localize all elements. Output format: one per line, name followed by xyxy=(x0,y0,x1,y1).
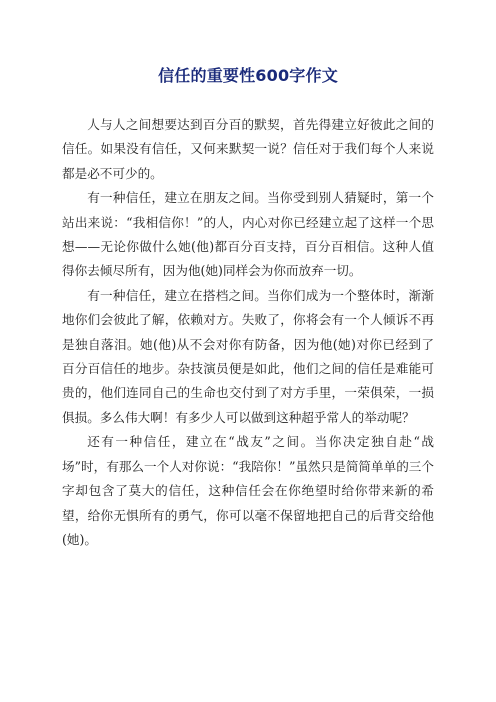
paragraph: 人与人之间想要达到百分百的默契，首先得建立好彼此之间的信任。如果没有信任，又何来默契一说？信任对于我们每个人来说都是必不可少的。 xyxy=(62,117,434,181)
paragraph: 有一种信任，建立在搭档之间。当你们成为一个整体时，渐渐地你们会彼此了解，依赖对方。失败了，你将会有一个人倾诉不再是独自落泪。她(他)从不会对你有防备，因为他(她)对你已经到了百分百信任的地步。杂技演员便是如此，他们之间的信任是难能可贵的，他们连同自己的生命也交付到了对方手里，一荣俱荣，一损俱损。多么伟大啊！有多少人可以做到这种超乎常人的举动呢？ xyxy=(62,287,434,425)
paragraph: 有一种信任，建立在朋友之间。当你受到别人猜疑时，第一个站出来说：“我相信你！”的人，内心对你已经建立起了这样一个思想——无论你做什么她(他)都百分百支持，百分百相信。这种人值得你去倾尽所有，因为他(她)同样会为你而放弃一切。 xyxy=(62,190,434,279)
paragraph: 还有一种信任，建立在“战友”之间。当你决定独自赴“战场”时，有那么一个人对你说：“我陪你！”虽然只是简简单单的三个字却包含了莫大的信任，这种信任会在你绝望时给你带来新的希望，给你无惧所有的勇气，你可以毫不保留地把自己的后背交给他(她)。 xyxy=(62,434,434,547)
document-title: 信任的重要性600字作文 xyxy=(158,66,338,85)
document-body xyxy=(62,113,434,552)
